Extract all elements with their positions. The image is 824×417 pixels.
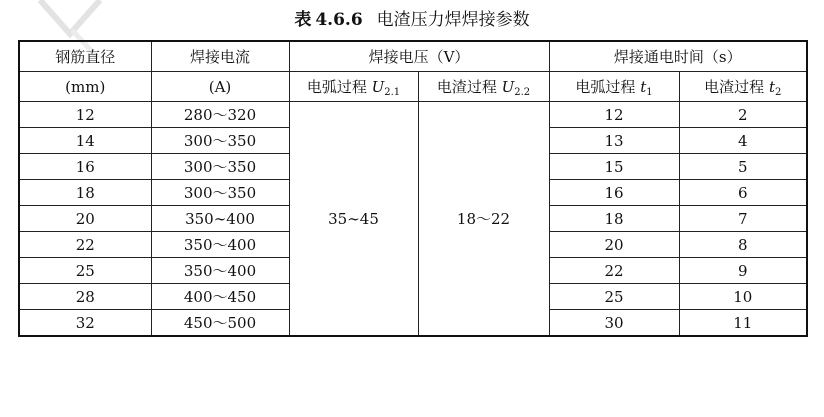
cell-slag-time: 5 [679,154,807,180]
cell-diameter: 25 [19,258,151,284]
cell-slag-time: 6 [679,180,807,206]
cell-current: 300～350 [151,128,289,154]
slag-voltage-text: 电渣过程 [436,77,502,96]
slag-time-text: 电渣过程 [704,77,769,96]
slag-time-subscript: 2 [774,86,782,98]
header-slag-voltage [418,72,549,102]
welding-parameters-table [18,40,808,337]
header-time-group: 焊接通电时间（s） [549,41,807,72]
cell-diameter: 32 [19,310,151,337]
cell-diameter: 18 [19,180,151,206]
cell-current: 300～350 [151,154,289,180]
caption-title: 电渣压力焊焊接参数 [376,10,530,30]
arc-time-subscript: 1 [646,86,653,98]
cell-current: 400～450 [151,284,289,310]
slag-voltage-subscript: 2.2 [514,86,531,98]
table-row [19,102,807,128]
cell-arc-time: 30 [549,310,679,337]
cell-arc-time: 22 [549,258,679,284]
arc-voltage-symbol: U [371,77,385,96]
cell-arc-time: 16 [549,180,679,206]
arc-voltage-text: 电弧过程 [306,77,372,96]
cell-slag-time: 2 [679,102,807,128]
cell-current: 450～500 [151,310,289,337]
cell-slag-voltage-merged: 18～22 [418,102,549,337]
cell-arc-time: 18 [549,206,679,232]
header-arc-voltage [289,72,418,102]
cell-slag-time: 9 [679,258,807,284]
header-arc-time [549,72,679,102]
caption-number: 4.6.6 [315,10,363,30]
cell-arc-time: 25 [549,284,679,310]
header-slag-time [679,72,807,102]
cell-arc-voltage-merged: 35∼45 [289,102,418,337]
header-current: 焊接电流 [151,41,289,72]
cell-current: 350～400 [151,232,289,258]
cell-current: 280～320 [151,102,289,128]
cell-current: 350∼400 [151,206,289,232]
slag-voltage-symbol: U [501,77,515,96]
header-current-unit: (A) [151,72,289,102]
cell-arc-time: 15 [549,154,679,180]
cell-diameter: 12 [19,102,151,128]
cell-current: 350～400 [151,258,289,284]
header-diameter-unit: (mm) [19,72,151,102]
cell-slag-time: 8 [679,232,807,258]
cell-arc-time: 12 [549,102,679,128]
cell-diameter: 20 [19,206,151,232]
cell-diameter: 28 [19,284,151,310]
cell-slag-time: 7 [679,206,807,232]
cell-diameter: 22 [19,232,151,258]
header-diameter: 钢筋直径 [19,41,151,72]
slag-time-symbol: t [768,77,775,96]
cell-slag-time: 11 [679,310,807,337]
table-caption [0,6,824,34]
cell-current: 300～350 [151,180,289,206]
arc-time-text: 电弧过程 [575,77,641,96]
cell-diameter: 14 [19,128,151,154]
header-row-2 [19,72,807,102]
header-voltage-group: 焊接电压（V） [289,41,549,72]
cell-slag-time: 4 [679,128,807,154]
arc-time-symbol: t [640,77,647,96]
cell-arc-time: 13 [549,128,679,154]
cell-diameter: 16 [19,154,151,180]
caption-label: 表 [294,10,312,30]
header-row-1 [19,41,807,72]
cell-slag-time: 10 [679,284,807,310]
cell-arc-time: 20 [549,232,679,258]
arc-voltage-subscript: 2.1 [384,86,401,98]
